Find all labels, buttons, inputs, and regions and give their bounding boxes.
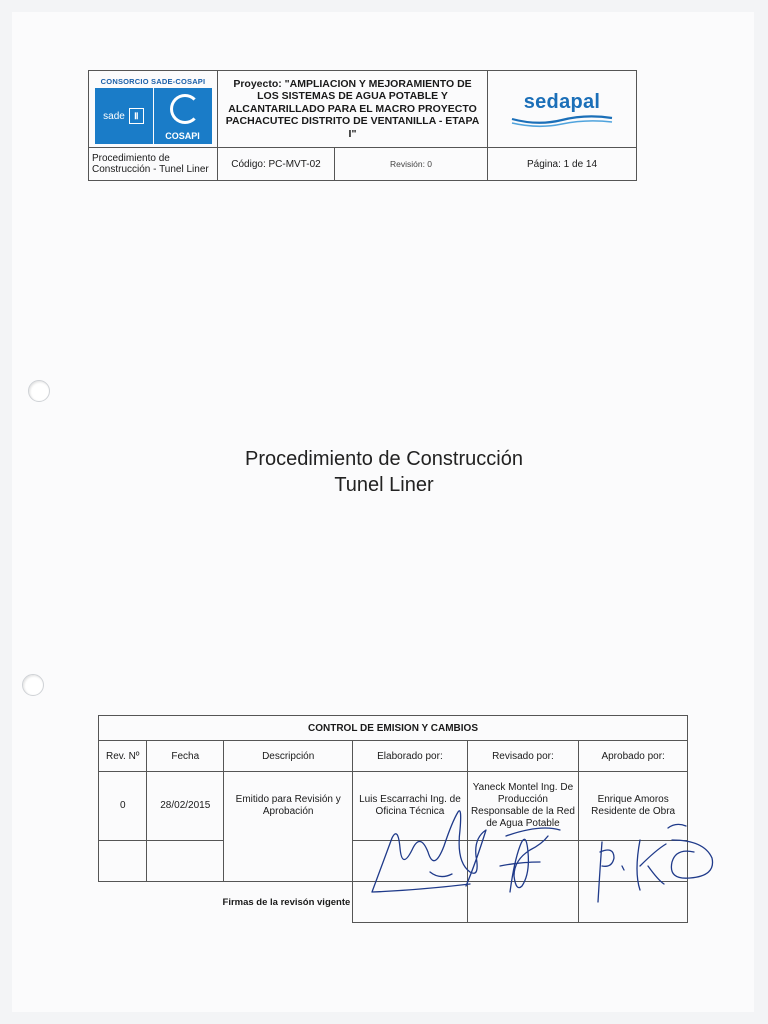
control-table-heading: CONTROL DE EMISION Y CAMBIOS (99, 716, 688, 741)
col-aprobado: Aprobado por: (579, 741, 688, 772)
title-line-1: Procedimiento de Construcción (245, 448, 523, 470)
col-fecha: Fecha (147, 741, 224, 772)
procedure-name: Procedimiento de Construcción - Tunel Liner (89, 148, 218, 181)
cosapi-logo (154, 88, 212, 144)
row-fecha: 28/02/2015 (147, 772, 224, 841)
row-aprobado: Enrique Amoros Residente de Obra (579, 772, 688, 841)
document-code: Código: PC-MVT-02 (218, 148, 335, 181)
project-title: Proyecto: "AMPLIACION Y MEJORAMIENTO DE LOS SISTEMAS DE AGUA POTABLE Y ALCANTARILLADO PARA EL MACRO PROYECTO PACHACUTEC DISTRITO DE VENTANILLA - ETAPA I" (218, 71, 488, 148)
signatures-label: Firmas de la revisón vigente (222, 896, 351, 908)
row-descripcion: Emitido para Revisión y Aprobación (224, 772, 353, 882)
col-descripcion: Descripción (224, 741, 353, 772)
col-revisado: Revisado por: (467, 741, 579, 772)
consortium-logo-cell (89, 71, 218, 148)
sade-logo-text: sade (103, 110, 125, 122)
sade-logo (95, 88, 153, 144)
sedapal-logo-cell (488, 71, 637, 148)
row-revisado: Yaneck Montel Ing. De Producción Responsable de la Red de Agua Potable (467, 772, 579, 841)
sedapal-wave-icon (489, 114, 635, 128)
cosapi-logo-text: COSAPI (165, 131, 200, 141)
document-title (0, 446, 768, 498)
title-line-2: Tunel Liner (334, 474, 434, 496)
signature-cell-elaborado (353, 841, 467, 882)
punch-hole-bottom (22, 674, 44, 696)
sedapal-logo: sedapal (523, 90, 601, 113)
page-number: Página: 1 de 14 (488, 148, 637, 181)
blank-cell-rev (99, 841, 147, 882)
punch-hole-top (28, 380, 50, 402)
signature-extra-revisado (467, 882, 579, 923)
revision-text: Revisión: 0 (389, 158, 433, 169)
sade-emblem-icon: Ⅱ (129, 108, 144, 124)
signature-cell-revisado (467, 841, 579, 882)
document-header (88, 70, 637, 181)
signature-extra-elaborado (353, 882, 467, 923)
row-rev: 0 (99, 772, 147, 841)
col-rev: Rev. Nº (99, 741, 147, 772)
signature-cell-aprobado (579, 841, 688, 882)
col-elaborado: Elaborado por: (353, 741, 467, 772)
cosapi-ring-icon (170, 94, 200, 124)
control-table (98, 715, 688, 923)
revision-number (335, 148, 488, 181)
consortium-name: CONSORCIO SADE-COSAPI (100, 77, 206, 86)
blank-cell-fecha (147, 841, 224, 882)
signature-extra-aprobado (579, 882, 688, 923)
row-elaborado: Luis Escarrachi Ing. de Oficina Técnica (353, 772, 467, 841)
